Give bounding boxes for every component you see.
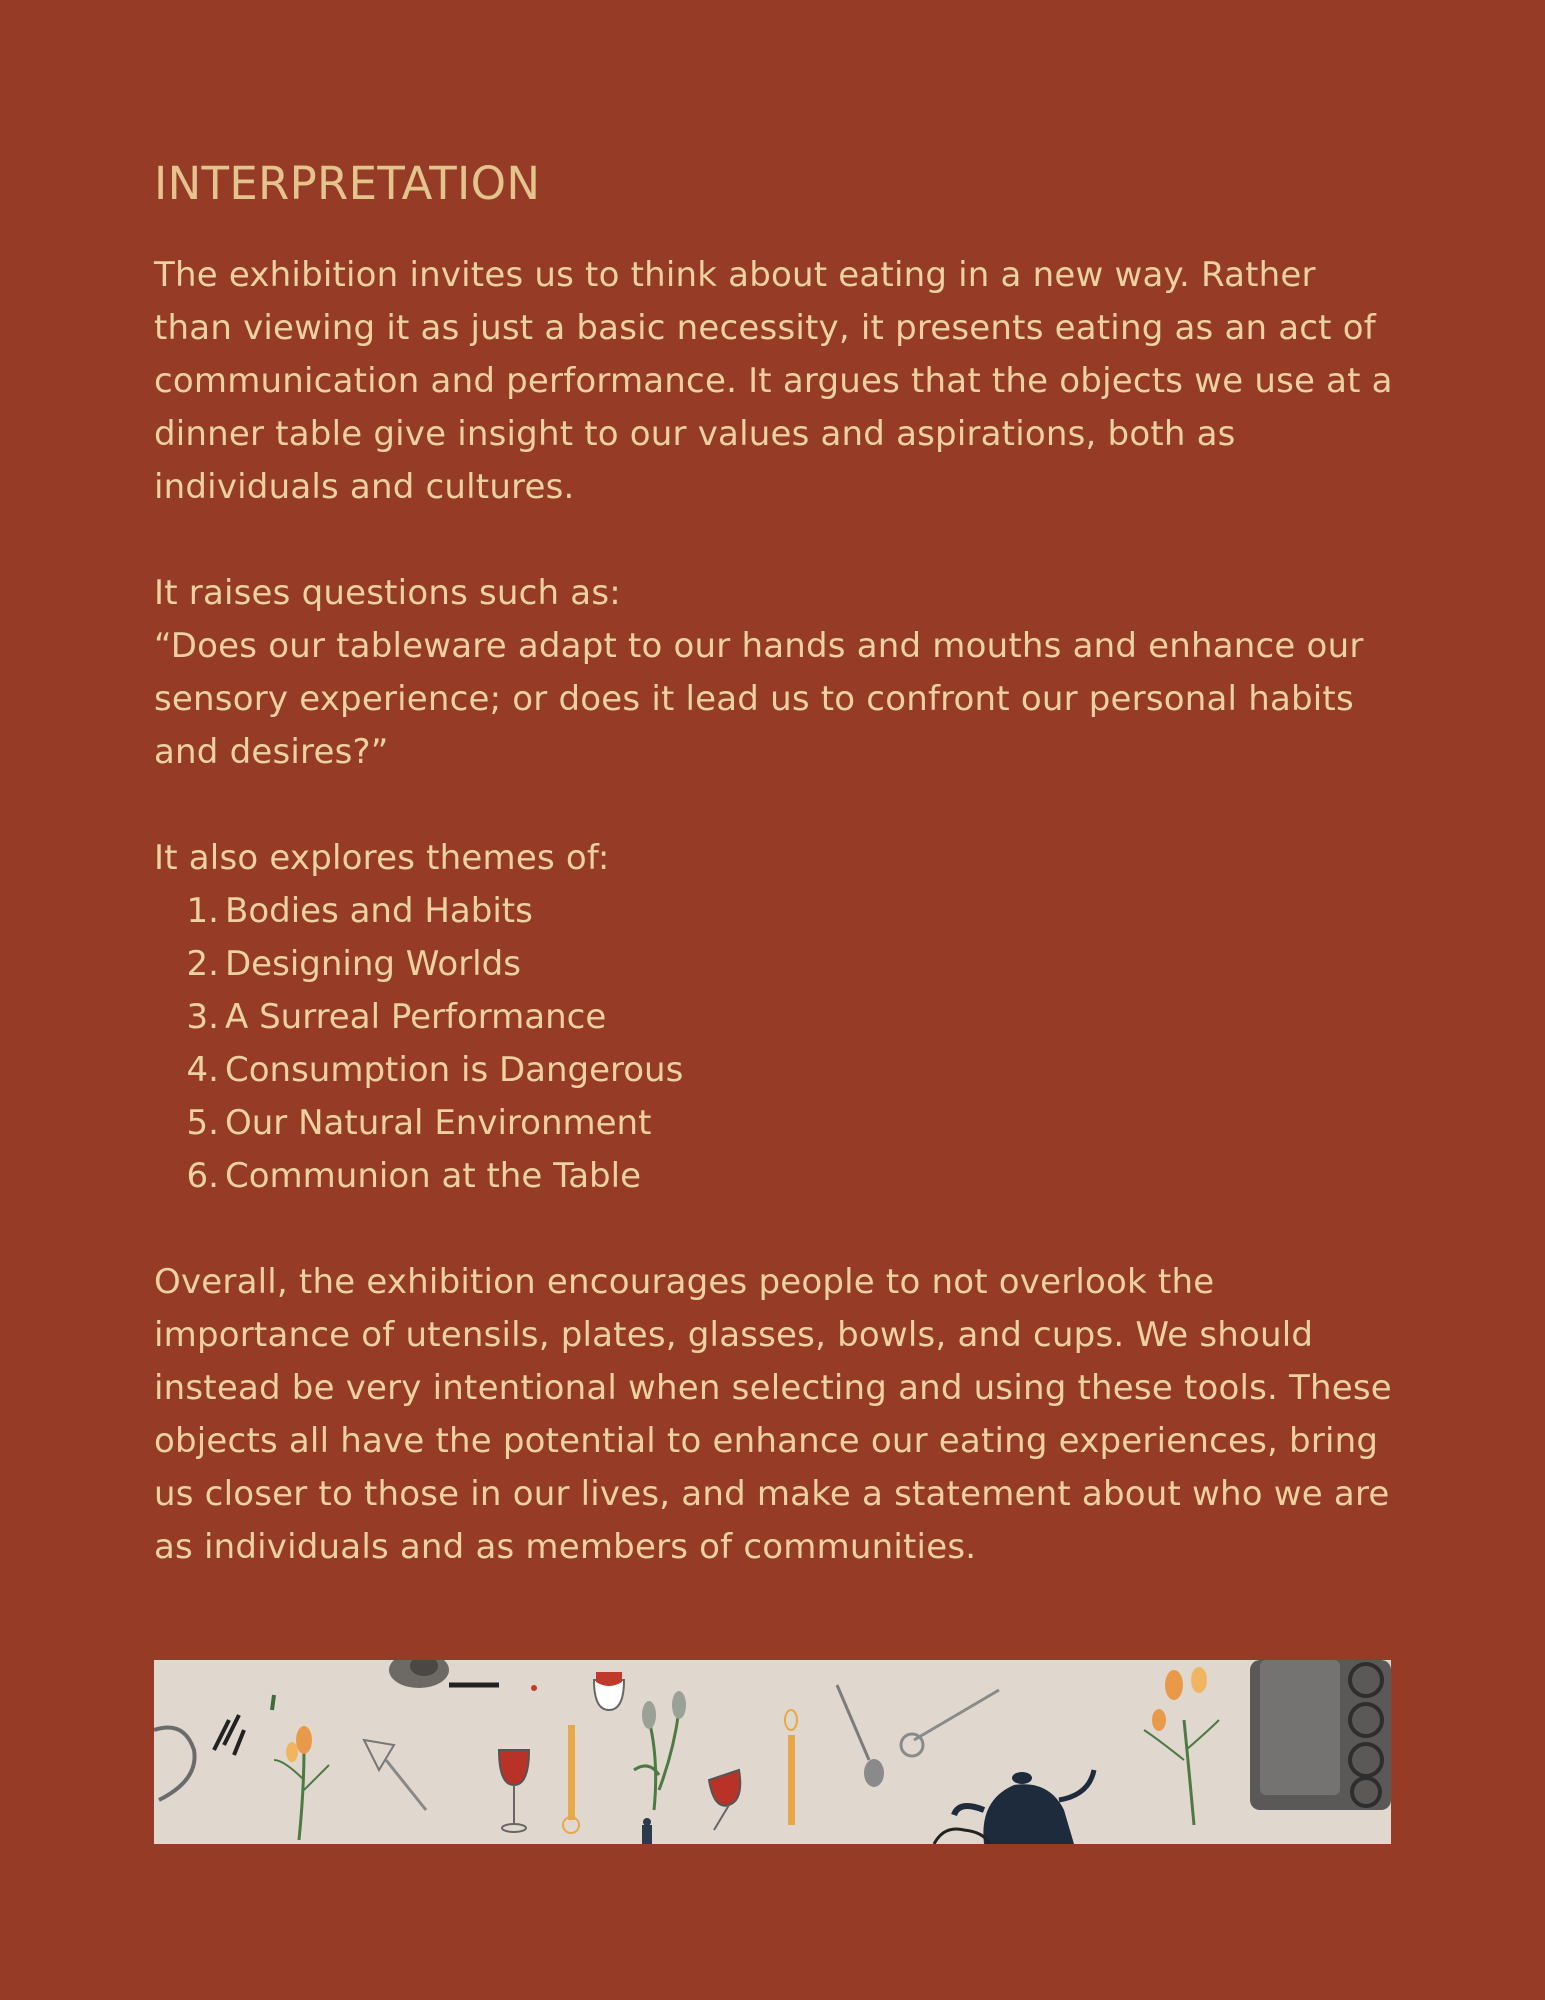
intro-paragraph: The exhibition invites us to think about eating in a new way. Rather than viewing it as just a basic necessity, it presents eating as an act of communication and performance. It argues that the objects we use at a dinner table give insight to our values and aspirations, both as individuals and cultures. bbox=[154, 255, 1393, 507]
list-item-number: 4. bbox=[186, 1050, 219, 1090]
questions-intro: It raises questions such as: bbox=[154, 573, 621, 613]
list-item bbox=[154, 1150, 1394, 1203]
tableware-illustration bbox=[154, 1660, 1391, 1844]
questions-quote: “Does our tableware adapt to our hands and mouths and enhance our sensory experience; or does it lead us to confront our personal habits and desires?” bbox=[154, 626, 1364, 772]
list-item-label: Communion at the Table bbox=[225, 1156, 641, 1196]
list-item bbox=[154, 1097, 1394, 1150]
list-item-label: A Surreal Performance bbox=[225, 997, 607, 1037]
list-item-number: 6. bbox=[186, 1156, 219, 1196]
stove-tray-icon bbox=[1250, 1660, 1391, 1810]
list-item-number: 3. bbox=[186, 997, 219, 1037]
page-title: INTERPRETATION bbox=[154, 157, 541, 210]
red-glass-icon bbox=[594, 1672, 624, 1710]
list-item bbox=[154, 991, 1394, 1044]
list-item-label: Bodies and Habits bbox=[225, 891, 533, 931]
themes-list bbox=[154, 885, 1394, 1203]
list-item-label: Designing Worlds bbox=[225, 944, 521, 984]
list-item-number: 5. bbox=[186, 1103, 219, 1143]
list-item bbox=[154, 938, 1394, 991]
conclusion-paragraph: Overall, the exhibition encourages people to not overlook the importance of utensils, plates, glasses, bowls, and cups. We should instead be very intentional when selecting and using these tools. These objects all have the potential to enhance our eating experiences, bring us closer to those in our lives, and make a statement about who we are as individuals and as members of communities. bbox=[154, 1262, 1392, 1567]
list-item-label: Our Natural Environment bbox=[225, 1103, 652, 1143]
list-item bbox=[154, 1044, 1394, 1097]
document-page bbox=[154, 152, 1394, 1574]
list-item-number: 1. bbox=[186, 891, 219, 931]
list-item-label: Consumption is Dangerous bbox=[225, 1050, 684, 1090]
list-item bbox=[154, 885, 1394, 938]
tableware-illustration-banner bbox=[154, 1660, 1391, 1844]
list-item-number: 2. bbox=[186, 944, 219, 984]
themes-intro: It also explores themes of: bbox=[154, 838, 610, 878]
small-bottle-icon bbox=[642, 1818, 652, 1844]
leaf-icon bbox=[272, 1695, 274, 1710]
